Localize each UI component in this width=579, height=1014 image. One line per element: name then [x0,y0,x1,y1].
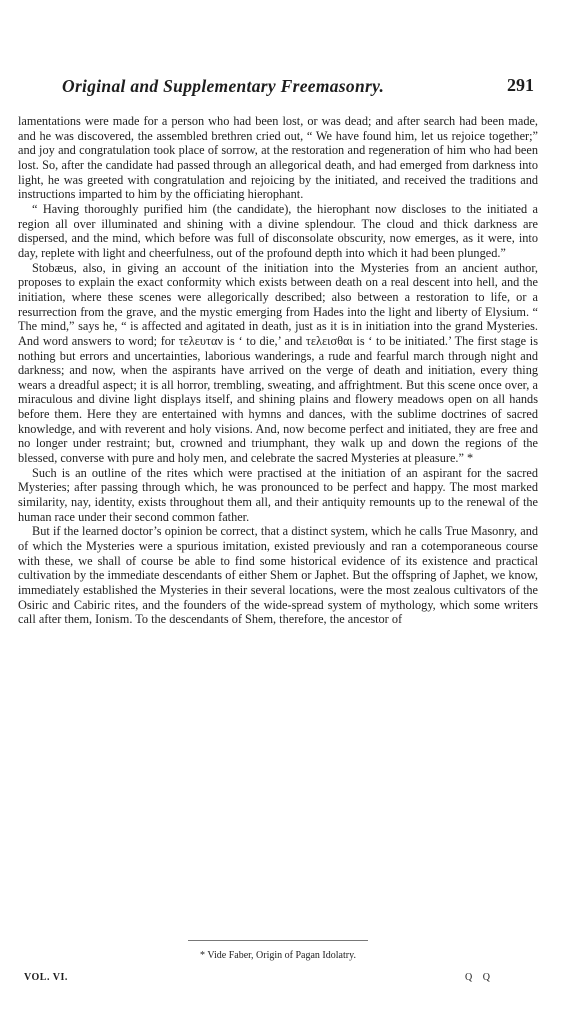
page-number: 291 [507,75,534,95]
body-text [18,114,538,627]
running-title: Original and Supplementary Freemasonry. [62,76,385,96]
volume-label: VOL. VI. [24,972,68,983]
signature-mark: Q Q [465,972,494,983]
paragraph: lamentations were made for a person who had been lost, or was dead; and after search had been made, and he was discovered, the assembled brethren cried out, “ We have found him, let us rejoice together;” and joy and congratulation took place of sorrow, at the restoration and regeneration of him who had been lost. So, after the candidate had passed through an allegorical death, and had emerged from darkness into light, he was greeted with congratulation and rejoicing by the initiated, and received the traditions and instructions imparted to him by the officiating hierophant. [18,114,538,202]
running-head [18,70,538,114]
footnote: * Vide Faber, Origin of Pagan Idolatry. [200,950,356,961]
paragraph: But if the learned doctor’s opinion be correct, that a distinct system, which he calls True Masonry, and of which the Mysteries were a spurious imitation, existed previously and ran a cotemporaneous course with these, we shall of course be able to find some historical evidence of its existence and practical cultivation by the immediate descendants of either Shem or Japhet. But the offspring of Japhet, we know, immediately established the Mysteries in their several locations, were the most zealous cultivators of the Osiric and Cabiric rites, and the founders of the wide-spread system of mythology, which some writers call after them, Ionism. To the descendants of Shem, therefore, the ancestor of [18,524,538,627]
paragraph: Such is an outline of the rites which were practised at the initiation of an aspirant for the sacred Mysteries; after passing through which, he was pronounced to be perfect and happy. The most marked similarity, nay, identity, exists throughout them all, and their antiquity remounts up to the renewal of the human race under their second common father. [18,465,538,524]
paragraph: “ Having thoroughly purified him (the candidate), the hierophant now discloses to the initiated a region all over illuminated and shining with a divine splendour. The cloud and thick darkness are dispersed, and the mind, which before was full of disconsolate obscurity, now emerges, as it were, into day, replete with light and cheerfulness, out of the profound depth into which it had been plunged.” [18,201,538,260]
book-page [18,70,538,1000]
footnote-rule [188,940,368,941]
paragraph: Stobæus, also, in giving an account of the initiation into the Mysteries from an ancient author, proposes to explain the exact conformity which exists between death on a real descent into hell, and the initiation, where these scenes were allegorically described; also between a restoration to life, or a resurrection from the grave, and the mystic emerging from Hades into the light and liberty of Elysium. “ The mind,” says he, “ is affected and agitated in death, just as it is in initiation into the grand Mysteries. And word answers to word; for τελευταν is ‘ to die,’ and τελεισθαι is ‘ to be initiated.’ The first stage is nothing but errors and uncertainties, laborious wanderings, a rude and fearful march through night and darkness; and now, when the aspirants have arrived on the verge of death and initiation, every thing wears a dreadful aspect; it is all horror, trembling, sweating, and affrightment. But this scene once over, a miraculous and divine light displays itself, and shining plains and flowery meadows open on all hands before them. Here they are entertained with hymns and dances, with the sublime doctrines of sacred knowledge, and with reverent and holy visions. And, now become perfect and initiated, they are free and no longer under restraint; but, crowned and triumphant, they walk up and down the regions of the blessed, converse with pure and holy men, and celebrate the sacred Mysteries at pleasure.” * [18,260,538,466]
page-footer [18,972,538,988]
